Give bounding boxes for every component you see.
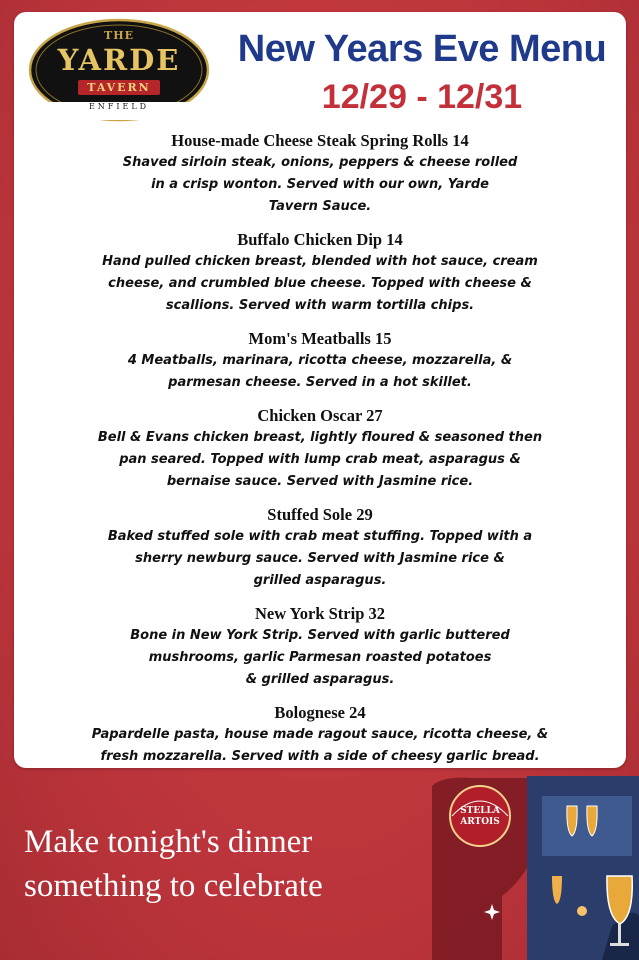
menu-item [14, 405, 626, 493]
logo-yarde-text: YARDE [57, 43, 181, 77]
menu-dates: 12/29 - 12/31 [321, 78, 523, 116]
menu-item-description: Baked stuffed sole with crab meat stuffing. Topped with a sherry newburg sauce. Served with Jasmine rice & grilled asparagus. [107, 529, 533, 588]
tagline-line-2: something to celebrate [24, 868, 323, 904]
menu-item-title: Buffalo Chicken Dip 14 [237, 230, 403, 249]
menu-item [14, 702, 626, 768]
menu-item-title: Mom's Meatballs 15 [248, 329, 392, 348]
menu-item-description: Hand pulled chicken breast, blended with hot sauce, cream cheese, and crumbled blue cheese. Topped with cheese & scallions. Served with warm tortilla chips. [102, 254, 538, 313]
brand-line-2: ARTOIS [460, 817, 500, 827]
logo-the-text: THE [104, 29, 134, 42]
footer-tagline [24, 820, 444, 908]
brand-line-1: STELLA [460, 806, 500, 816]
menu-item-title: New York Strip 32 [254, 604, 385, 623]
logo-enfield-text: ENFIELD [88, 102, 150, 111]
menu-items-list [14, 130, 626, 779]
menu-item-description: Papardelle pasta, house made ragout sauce, ricotta cheese, & fresh mozzarella. Served with a side of cheesy garlic bread. [91, 727, 549, 764]
stella-artois-ad [432, 776, 639, 960]
menu-item-description: Bone in New York Strip. Served with garlic buttered mushrooms, garlic Parmesan roasted potatoes & grilled asparagus. [130, 628, 510, 687]
menu-item-title: Stuffed Sole 29 [267, 505, 373, 524]
yarde-tavern-logo [28, 18, 210, 122]
menu-item-title: House-made Cheese Steak Spring Rolls 14 [171, 131, 469, 150]
menu-item-description: Shaved sirloin steak, onions, peppers & cheese rolled in a crisp wonton. Served with our own, Yarde Tavern Sauce. [122, 155, 518, 214]
menu-item-title: Bolognese 24 [274, 703, 366, 722]
menu-item-description: Bell & Evans chicken breast, lightly floured & seasoned then pan seared. Topped with lump crab meat, asparagus & bernaise sauce. Served with Jasmine rice. [97, 430, 543, 489]
page-title: New Years Eve Menu [237, 28, 607, 70]
logo-tavern-text: TAVERN [78, 80, 160, 95]
menu-item [14, 328, 626, 394]
menu-item [14, 130, 626, 218]
menu-item-description: 4 Meatballs, marinara, ricotta cheese, mozzarella, & parmesan cheese. Served in a hot skillet. [127, 353, 513, 390]
menu-item [14, 504, 626, 592]
beer-chalice-icon [432, 776, 639, 960]
stella-artois-badge [454, 806, 506, 828]
tagline-line-1: Make tonight's dinner [24, 824, 313, 860]
menu-item [14, 229, 626, 317]
menu-item [14, 603, 626, 691]
menu-item-title: Chicken Oscar 27 [257, 406, 383, 425]
